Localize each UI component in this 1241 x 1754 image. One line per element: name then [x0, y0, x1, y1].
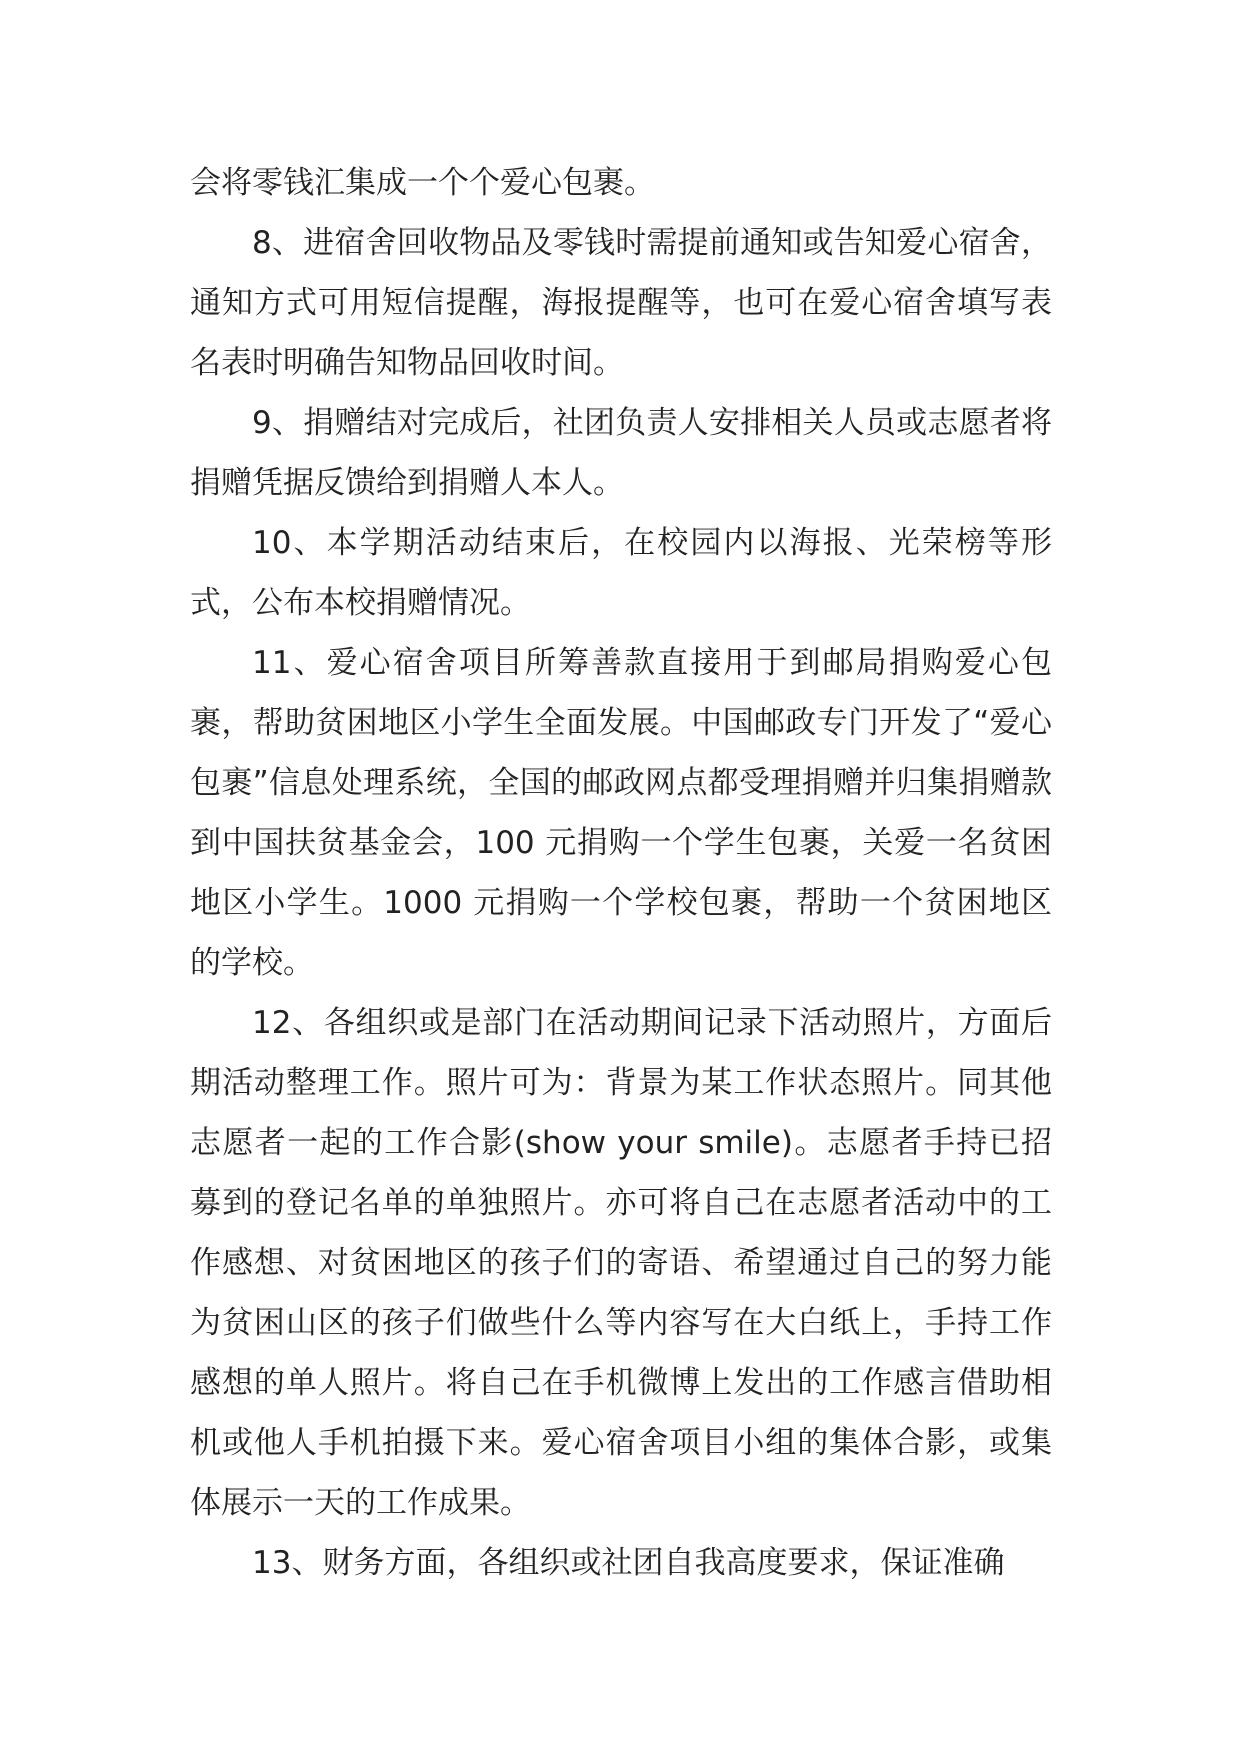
paragraph-continuation: 会将零钱汇集成一个个爱心包裹。: [190, 165, 655, 201]
paragraph-item-11: 11、爱心宿舍项目所筹善款直接用于到邮局捐购爱心包裹，帮助贫困地区小学生全面发展。中国邮政专门开发了“爱心包裹”信息处理系统，全国的邮政网点都受理捐赠并归集捐赠款到中国扶贫基金会，100 元捐购一个学生包裹，关爱一名贫困地区小学生。1000 元捐购一个学校包裹，帮助一个贫困地区的学校。: [190, 645, 1052, 981]
paragraph-item-12: 12、各组织或是部门在活动期间记录下活动照片，方面后期活动整理工作。照片可为：背景为某工作状态照片。同其他志愿者一起的工作合影(show your smile)。志愿者手持已招募到的登记名单的单独照片。亦可将自己在志愿者活动中的工作感想、对贫困地区的孩子们的寄语、希望通过自己的努力能为贫困山区的孩子们做些什么等内容写在大白纸上，手持工作感想的单人照片。将自己在手机微博上发出的工作感言借助相机或他人手机拍摄下来。爱心宿舍项目小组的集体合影，或集体展示一天的工作成果。: [190, 1005, 1052, 1521]
paragraph-item-10: 10、本学期活动结束后，在校园内以海报、光荣榜等形式，公布本校捐赠情况。: [190, 525, 1052, 621]
paragraph-item-9: 9、捐赠结对完成后，社团负责人安排相关人员或志愿者将捐赠凭据反馈给到捐赠人本人。: [190, 405, 1052, 501]
paragraph-item-13: 13、财务方面，各组织或社团自我高度要求，保证准确: [252, 1545, 1005, 1581]
document-body: [190, 153, 1052, 1593]
paragraph-item-8: 8、进宿舍回收物品及零钱时需提前通知或告知爱心宿舍，通知方式可用短信提醒，海报提醒等，也可在爱心宿舍填写表名表时明确告知物品回收时间。: [190, 225, 1052, 381]
